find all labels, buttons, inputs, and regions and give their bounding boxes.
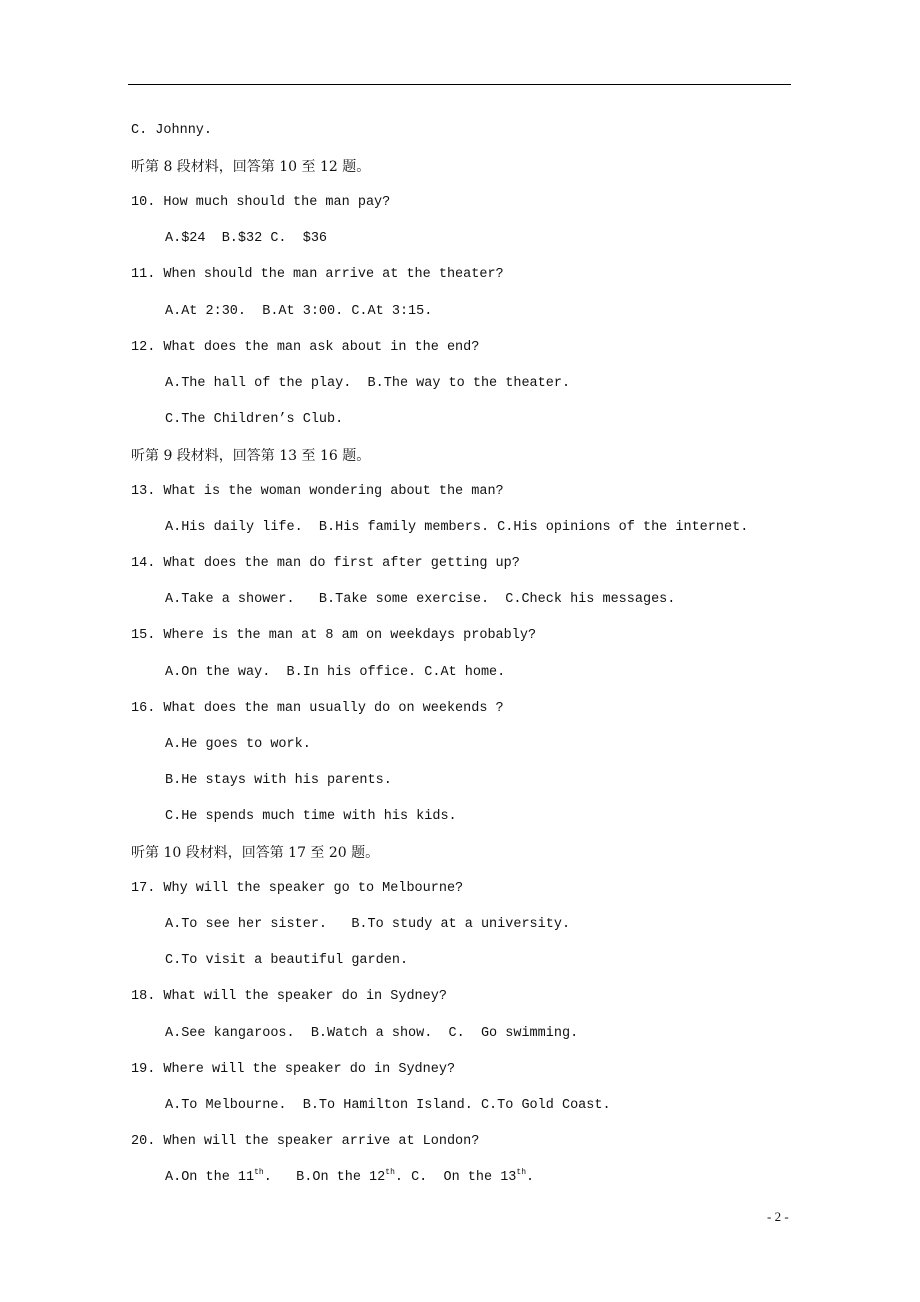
answer-options bbox=[165, 411, 343, 429]
answer-options bbox=[165, 519, 748, 537]
answer-options bbox=[165, 772, 392, 790]
text-segment: C.He spends much time with his kids. bbox=[165, 808, 457, 824]
page-number: - 2 - bbox=[767, 1209, 789, 1224]
text-segment: A.To see her sister. B.To study at a university. bbox=[165, 917, 571, 933]
answer-options bbox=[165, 375, 570, 393]
question bbox=[131, 988, 447, 1006]
section-heading bbox=[131, 447, 370, 465]
text-segment: 听第 9 段材料，回答第 13 至 16 题。 bbox=[131, 447, 371, 464]
text-segment: C. Johnny. bbox=[131, 123, 213, 138]
text-segment: A.$24 B.$32 C. $36 bbox=[165, 231, 328, 247]
answer-options bbox=[165, 736, 311, 754]
question bbox=[131, 1133, 479, 1151]
text-segment: . C. On the 13 bbox=[394, 1169, 517, 1185]
section-heading bbox=[131, 158, 370, 176]
question bbox=[131, 483, 504, 501]
answer-options bbox=[165, 230, 327, 248]
text-segment: 18. What will the speaker do in Sydney? bbox=[131, 989, 447, 1005]
text-segment: 听第 8 段材料，回答第 10 至 12 题。 bbox=[131, 159, 371, 176]
text-segment: B.He stays with his parents. bbox=[165, 772, 392, 788]
text-segment: 10. How much should the man pay? bbox=[131, 195, 391, 211]
question bbox=[131, 1061, 455, 1079]
answer-options bbox=[165, 916, 570, 934]
superscript: th bbox=[385, 1167, 395, 1177]
text-segment: . bbox=[526, 1169, 535, 1185]
answer-options bbox=[165, 808, 457, 826]
text-segment: A.On the 11 bbox=[165, 1169, 255, 1185]
text-segment: A.His daily life. B.His family members. C.His opinions of the internet. bbox=[165, 520, 749, 536]
text-segment: 17. Why will the speaker go to Melbourne? bbox=[131, 881, 464, 897]
answer-options bbox=[165, 1097, 611, 1115]
answer-options bbox=[165, 591, 675, 609]
text-segment: 12. What does the man ask about in the end? bbox=[131, 339, 480, 355]
answer-options bbox=[165, 952, 408, 970]
question bbox=[131, 555, 520, 573]
text-segment: 11. When should the man arrive at the theater? bbox=[131, 267, 504, 283]
answer-options bbox=[165, 303, 432, 321]
text-segment: A.At 2:30. B.At 3:00. C.At 3:15. bbox=[165, 303, 433, 319]
text-segment: A.To Melbourne. B.To Hamilton Island. C.To Gold Coast. bbox=[165, 1097, 611, 1113]
question bbox=[131, 266, 504, 284]
answer-options bbox=[165, 1025, 578, 1043]
text-segment: 19. Where will the speaker do in Sydney? bbox=[131, 1061, 456, 1077]
question bbox=[131, 880, 463, 898]
text-segment: A.He goes to work. bbox=[165, 736, 311, 752]
text-line bbox=[131, 122, 212, 140]
superscript: th bbox=[254, 1167, 264, 1177]
section-heading bbox=[131, 844, 379, 862]
superscript: th bbox=[516, 1167, 527, 1177]
question bbox=[131, 194, 390, 212]
question bbox=[131, 700, 504, 718]
text-segment: C.To visit a beautiful garden. bbox=[165, 953, 409, 969]
text-segment: A.Take a shower. B.Take some exercise. C.Check his messages. bbox=[165, 592, 676, 608]
text-segment: . B.On the 12 bbox=[263, 1169, 386, 1185]
text-segment: 15. Where is the man at 8 am on weekdays probably? bbox=[131, 628, 537, 644]
answer-options bbox=[165, 664, 505, 682]
question bbox=[131, 339, 479, 357]
text-segment: 20. When will the speaker arrive at London? bbox=[131, 1133, 480, 1149]
text-segment: 14. What does the man do first after getting up? bbox=[131, 556, 520, 572]
text-segment: 16. What does the man usually do on weekends ? bbox=[131, 700, 504, 716]
text-segment: C.The Children’s Club. bbox=[165, 411, 344, 427]
text-segment: A.See kangaroos. B.Watch a show. C. Go swimming. bbox=[165, 1025, 579, 1041]
header-rule bbox=[128, 84, 791, 85]
text-segment: 听第 10 段材料，回答第 17 至 20 题。 bbox=[131, 845, 380, 861]
text-segment: A.The hall of the play. B.The way to the theater. bbox=[165, 375, 571, 391]
text-segment: A.On the way. B.In his office. C.At home. bbox=[165, 664, 506, 680]
answer-options bbox=[165, 1169, 534, 1187]
text-segment: 13. What is the woman wondering about the man? bbox=[131, 484, 504, 499]
question bbox=[131, 627, 536, 645]
